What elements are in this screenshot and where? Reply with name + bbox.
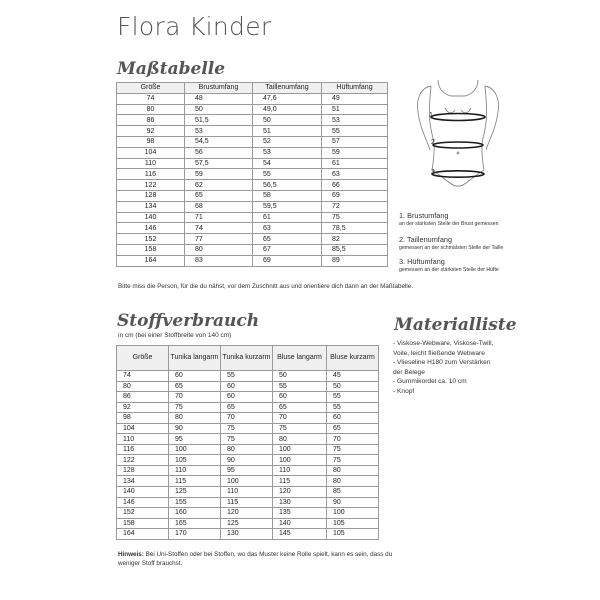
table-cell: 49,0 xyxy=(253,104,322,115)
table-cell: 75 xyxy=(221,434,273,445)
table-cell: 98 xyxy=(117,413,169,424)
table-cell: 86 xyxy=(117,392,169,403)
table-cell: 155 xyxy=(169,497,221,508)
mass-table xyxy=(116,82,388,267)
table-cell: 85 xyxy=(327,487,379,498)
table-row xyxy=(117,392,379,403)
table-cell: 122 xyxy=(117,455,169,466)
stoff-table-header: Tunika kurzarm xyxy=(221,346,273,371)
table-cell: 80 xyxy=(117,381,169,392)
table-cell: 160 xyxy=(169,508,221,519)
list-item: der Belege xyxy=(393,368,425,376)
table-cell: 75 xyxy=(273,423,327,434)
figure-label-3: 3 xyxy=(431,169,435,176)
legend-brust xyxy=(399,212,589,227)
table-cell: 152 xyxy=(117,234,185,245)
table-cell: 115 xyxy=(273,476,327,487)
table-cell: 110 xyxy=(221,487,273,498)
table-cell: 122 xyxy=(117,180,185,191)
taille-line xyxy=(433,142,483,148)
table-row xyxy=(117,234,388,245)
table-cell: 120 xyxy=(221,508,273,519)
table-row xyxy=(117,487,379,498)
list-item: - Gummikordel ca. 10 cm xyxy=(393,378,467,386)
table-cell: 66 xyxy=(322,180,388,191)
table-cell: 47,6 xyxy=(253,93,322,104)
table-row xyxy=(117,115,388,126)
table-cell: 135 xyxy=(273,508,327,519)
table-cell: 63 xyxy=(322,169,388,180)
stoff-heading: Stoffverbrauch xyxy=(117,311,260,331)
table-cell: 140 xyxy=(117,487,169,498)
brust-line xyxy=(431,114,485,121)
legend-brust-desc: an der stärksten Stelle der Brust gemessen xyxy=(399,220,499,227)
table-cell: 95 xyxy=(169,434,221,445)
table-cell: 75 xyxy=(221,423,273,434)
mass-heading: Maßtabelle xyxy=(117,59,226,79)
stoff-note-text: Bei Uni-Stoffen oder bei Stoffen, wo das Muster keine Rolle spielt, kann es sein, dass du weniger Stoff brauchst. xyxy=(118,551,393,567)
table-cell: 50 xyxy=(273,371,327,382)
stoff-table-header: Bluse langarm xyxy=(273,346,327,371)
table-cell: 90 xyxy=(221,455,273,466)
table-row xyxy=(117,180,388,191)
table-cell: 69 xyxy=(253,255,322,266)
table-cell: 80 xyxy=(117,104,185,115)
table-cell: 50 xyxy=(327,381,379,392)
table-cell: 104 xyxy=(117,423,169,434)
table-cell: 65 xyxy=(221,402,273,413)
table-row xyxy=(117,104,388,115)
table-cell: 57 xyxy=(322,136,388,147)
table-cell: 100 xyxy=(327,508,379,519)
table-cell: 70 xyxy=(169,392,221,403)
table-row xyxy=(117,212,388,223)
table-cell: 140 xyxy=(117,212,185,223)
table-cell: 95 xyxy=(221,465,273,476)
table-cell: 55 xyxy=(221,371,273,382)
table-cell: 105 xyxy=(327,529,379,540)
table-cell: 80 xyxy=(327,465,379,476)
table-cell: 60 xyxy=(221,381,273,392)
mass-table-header: Hüftumfang xyxy=(322,83,388,94)
table-row xyxy=(117,158,388,169)
table-cell: 74 xyxy=(117,371,169,382)
table-cell: 55 xyxy=(327,402,379,413)
table-cell: 65 xyxy=(273,402,327,413)
table-cell: 65 xyxy=(253,234,322,245)
table-cell: 140 xyxy=(273,518,327,529)
table-cell: 100 xyxy=(273,444,327,455)
table-cell: 75 xyxy=(327,444,379,455)
table-cell: 54,5 xyxy=(185,136,253,147)
table-cell: 125 xyxy=(169,487,221,498)
legend-huefte-desc: gemessen an der stärksten Stelle der Hüfte xyxy=(399,266,499,273)
legend-brust-title: 1. Brustumfang xyxy=(399,211,449,220)
table-cell: 67 xyxy=(253,244,322,255)
material-list xyxy=(393,339,593,396)
table-cell: 134 xyxy=(117,201,185,212)
table-cell: 75 xyxy=(327,455,379,466)
table-cell: 60 xyxy=(221,392,273,403)
table-row xyxy=(117,497,379,508)
table-cell: 110 xyxy=(273,465,327,476)
table-cell: 130 xyxy=(221,529,273,540)
table-cell: 61 xyxy=(322,158,388,169)
table-cell: 65 xyxy=(185,190,253,201)
table-row xyxy=(117,518,379,529)
table-cell: 69 xyxy=(322,190,388,201)
list-item: - Vlieseline H180 zum Verstärken xyxy=(393,359,491,367)
table-cell: 50 xyxy=(185,104,253,115)
stoff-table xyxy=(116,345,379,540)
table-cell: 62 xyxy=(185,180,253,191)
table-cell: 100 xyxy=(169,444,221,455)
table-cell: 125 xyxy=(221,518,273,529)
stoff-note xyxy=(118,551,393,568)
body-measurement-figure xyxy=(408,78,508,198)
table-cell: 90 xyxy=(327,497,379,508)
table-cell: 146 xyxy=(117,497,169,508)
mass-table-header: Taillenumfang xyxy=(253,83,322,94)
table-cell: 54 xyxy=(253,158,322,169)
table-cell: 49 xyxy=(322,93,388,104)
table-cell: 128 xyxy=(117,190,185,201)
table-cell: 89 xyxy=(322,255,388,266)
table-cell: 51 xyxy=(322,104,388,115)
table-cell: 61 xyxy=(253,212,322,223)
table-cell: 80 xyxy=(169,413,221,424)
list-item: - Knopf xyxy=(393,387,415,395)
table-cell: 92 xyxy=(117,402,169,413)
legend-huefte xyxy=(399,258,589,273)
table-cell: 83 xyxy=(185,255,253,266)
table-cell: 59 xyxy=(185,169,253,180)
legend-taille-title: 2. Taillenumfang xyxy=(399,235,453,244)
table-cell: 145 xyxy=(273,529,327,540)
table-cell: 170 xyxy=(169,529,221,540)
table-cell: 55 xyxy=(322,126,388,137)
table-cell: 152 xyxy=(117,508,169,519)
table-cell: 53 xyxy=(322,115,388,126)
table-cell: 60 xyxy=(273,392,327,403)
huefte-line xyxy=(432,171,484,177)
table-cell: 120 xyxy=(273,487,327,498)
table-cell: 110 xyxy=(169,465,221,476)
table-row xyxy=(117,244,388,255)
table-row xyxy=(117,371,379,382)
table-cell: 59 xyxy=(322,147,388,158)
legend-taille xyxy=(399,236,589,251)
table-cell: 74 xyxy=(185,223,253,234)
table-cell: 98 xyxy=(117,136,185,147)
table-cell: 65 xyxy=(327,423,379,434)
figure-label-1: 1 xyxy=(429,112,433,119)
table-cell: 158 xyxy=(117,244,185,255)
table-cell: 130 xyxy=(273,497,327,508)
table-cell: 78,5 xyxy=(322,223,388,234)
list-item: Voile, leicht fließende Webware xyxy=(393,349,485,357)
table-cell: 105 xyxy=(327,518,379,529)
legend-taille-desc: gemessen an der schmalsten Stelle der Taille xyxy=(399,244,504,251)
table-cell: 68 xyxy=(185,201,253,212)
mass-table-header: Größe xyxy=(117,83,185,94)
table-cell: 164 xyxy=(117,255,185,266)
material-heading: Materialliste xyxy=(394,315,517,335)
table-cell: 134 xyxy=(117,476,169,487)
table-cell: 60 xyxy=(327,413,379,424)
stoff-subheading: in cm (bei einer Stoffbreite von 140 cm) xyxy=(118,332,232,339)
table-row xyxy=(117,455,379,466)
table-row xyxy=(117,508,379,519)
table-cell: 65 xyxy=(169,381,221,392)
table-cell: 116 xyxy=(117,169,185,180)
table-cell: 72 xyxy=(322,201,388,212)
table-cell: 75 xyxy=(169,402,221,413)
stoff-note-label: Hinweis: xyxy=(118,551,144,558)
table-cell: 48 xyxy=(185,93,253,104)
table-cell: 165 xyxy=(169,518,221,529)
table-row xyxy=(117,136,388,147)
table-cell: 71 xyxy=(185,212,253,223)
page-title: Flora Kinder xyxy=(117,12,272,41)
table-row xyxy=(117,201,388,212)
table-row xyxy=(117,476,379,487)
table-row xyxy=(117,444,379,455)
table-cell: 80 xyxy=(273,434,327,445)
mass-note: Bitte miss die Person, für die du nähst, vor dem Zuschnitt aus und orientiere dich dann an der Maßtabelle. xyxy=(118,283,414,290)
table-cell: 60 xyxy=(169,371,221,382)
table-cell: 70 xyxy=(327,434,379,445)
table-row xyxy=(117,381,379,392)
table-cell: 77 xyxy=(185,234,253,245)
table-cell: 86 xyxy=(117,115,185,126)
table-cell: 128 xyxy=(117,465,169,476)
table-cell: 80 xyxy=(221,444,273,455)
table-cell: 51 xyxy=(253,126,322,137)
table-cell: 80 xyxy=(185,244,253,255)
table-cell: 55 xyxy=(327,392,379,403)
table-cell: 115 xyxy=(221,497,273,508)
stoff-table-header: Bluse kurzarm xyxy=(327,346,379,371)
table-row xyxy=(117,465,379,476)
table-cell: 52 xyxy=(253,136,322,147)
table-cell: 146 xyxy=(117,223,185,234)
table-cell: 100 xyxy=(273,455,327,466)
list-item: - Viskose-Webware, Viskose-Twill, xyxy=(393,340,494,347)
table-cell: 56 xyxy=(185,147,253,158)
figure-label-2: 2 xyxy=(431,139,435,146)
table-row xyxy=(117,413,379,424)
table-cell: 57,5 xyxy=(185,158,253,169)
table-cell: 110 xyxy=(117,158,185,169)
table-cell: 115 xyxy=(169,476,221,487)
table-cell: 158 xyxy=(117,518,169,529)
table-row xyxy=(117,529,379,540)
table-cell: 70 xyxy=(221,413,273,424)
table-cell: 90 xyxy=(169,423,221,434)
table-cell: 45 xyxy=(327,371,379,382)
table-cell: 100 xyxy=(221,476,273,487)
table-cell: 80 xyxy=(327,476,379,487)
table-cell: 104 xyxy=(117,147,185,158)
table-cell: 82 xyxy=(322,234,388,245)
table-cell: 116 xyxy=(117,444,169,455)
table-cell: 58 xyxy=(253,190,322,201)
table-row xyxy=(117,169,388,180)
table-row xyxy=(117,93,388,104)
table-cell: 55 xyxy=(273,381,327,392)
table-cell: 92 xyxy=(117,126,185,137)
table-cell: 70 xyxy=(273,413,327,424)
table-cell: 55 xyxy=(253,169,322,180)
table-row xyxy=(117,402,379,413)
table-row xyxy=(117,190,388,201)
table-cell: 110 xyxy=(117,434,169,445)
table-cell: 74 xyxy=(117,93,185,104)
table-cell: 53 xyxy=(185,126,253,137)
table-row xyxy=(117,434,379,445)
table-cell: 50 xyxy=(253,115,322,126)
table-cell: 63 xyxy=(253,223,322,234)
table-cell: 164 xyxy=(117,529,169,540)
stoff-table-header: Tunika langarm xyxy=(169,346,221,371)
stoff-table-header: Größe xyxy=(117,346,169,371)
table-cell: 85,5 xyxy=(322,244,388,255)
table-cell: 105 xyxy=(169,455,221,466)
table-row xyxy=(117,147,388,158)
table-row xyxy=(117,223,388,234)
legend-huefte-title: 3. Hüftumfang xyxy=(399,257,445,266)
table-cell: 51,5 xyxy=(185,115,253,126)
table-cell: 59,5 xyxy=(253,201,322,212)
table-cell: 56,5 xyxy=(253,180,322,191)
table-row xyxy=(117,255,388,266)
table-cell: 75 xyxy=(322,212,388,223)
table-row xyxy=(117,126,388,137)
mass-table-header: Brustumfang xyxy=(185,83,253,94)
table-row xyxy=(117,423,379,434)
table-cell: 53 xyxy=(253,147,322,158)
